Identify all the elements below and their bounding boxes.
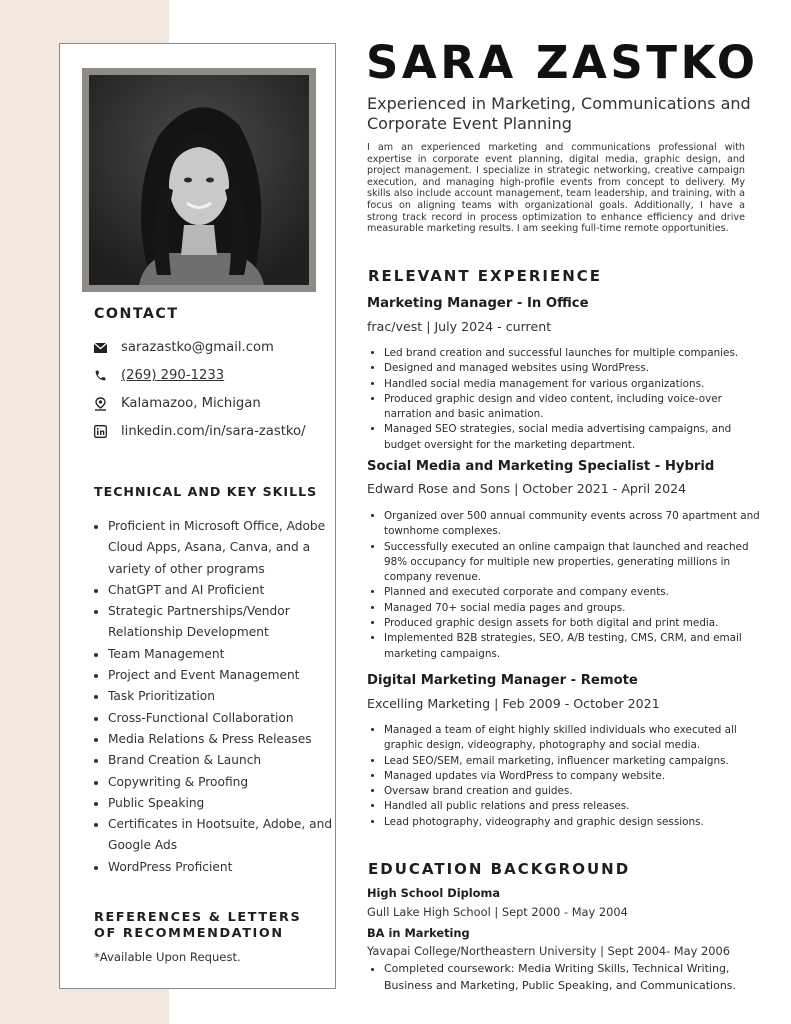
location-pin-icon [93, 397, 107, 411]
list-item: • Handled social media management for various organizations. [384, 377, 766, 392]
references-heading [94, 910, 301, 941]
list-item: • ChatGPT and AI Proficient [108, 580, 333, 601]
list-item: • Implemented B2B strategies, SEO, A/B testing, CMS, CRM, and email marketing campaigns. [384, 631, 766, 662]
list-item: • Designed and managed websites using WordPress. [384, 361, 766, 376]
education-coursework-list [366, 961, 754, 994]
education-school: Yavapai College/Northeastern University | Sept 2004- May 2006 [367, 944, 730, 958]
contact-linkedin[interactable] [93, 424, 306, 439]
list-item: • Project and Event Management [108, 665, 333, 686]
education-heading: EDUCATION BACKGROUND [368, 860, 631, 878]
list-item: • Led brand creation and successful launches for multiple companies. [384, 346, 766, 361]
location-text: Kalamazoo, Michigan [121, 396, 261, 411]
list-item: • Media Relations & Press Releases [108, 729, 333, 750]
skills-heading: TECHNICAL AND KEY SKILLS [94, 484, 318, 499]
list-item: • Successfully executed an online campaign that launched and reached 98% occupancy for multiple new properties, generating millions in company revenue. [384, 540, 766, 586]
list-item: • Oversaw brand creation and guides. [384, 784, 766, 799]
envelope-icon [93, 341, 107, 355]
list-item: • WordPress Proficient [108, 857, 333, 878]
list-item: • Produced graphic design assets for both digital and print media. [384, 616, 766, 631]
job-subtitle: Edward Rose and Sons | October 2021 - April 2024 [367, 481, 687, 496]
contact-email[interactable] [93, 340, 274, 355]
list-item: • Task Prioritization [108, 686, 333, 707]
job-bullets [366, 509, 766, 662]
job-bullets [366, 346, 766, 453]
job-title: Digital Marketing Manager - Remote [367, 673, 638, 688]
experience-heading: RELEVANT EXPERIENCE [368, 267, 603, 285]
education-degree: High School Diploma [367, 886, 501, 900]
list-item: • Brand Creation & Launch [108, 750, 333, 771]
list-item: • Proficient in Microsoft Office, Adobe Cloud Apps, Asana, Canva, and a variety of other programs [108, 516, 333, 580]
list-item: • Managed 70+ social media pages and groups. [384, 601, 766, 616]
job-title: Social Media and Marketing Specialist - Hybrid [367, 459, 715, 474]
references-heading-line1: REFERENCES & LETTERS [94, 910, 302, 925]
sidebar [59, 43, 336, 989]
phone-text[interactable]: (269) 290-1233 [121, 368, 225, 383]
job-subtitle: frac/vest | July 2024 - current [367, 319, 552, 334]
contact-phone[interactable] [93, 368, 224, 383]
list-item: • Organized over 500 annual community events across 70 apartment and townhome complexes. [384, 509, 766, 540]
skills-list [90, 516, 333, 878]
job-title: Marketing Manager - In Office [367, 296, 589, 311]
list-item: • Completed coursework: Media Writing Skills, Technical Writing, Business and Marketing, Public Speaking, and Communications. [384, 961, 754, 994]
list-item: • Copywriting & Proofing [108, 772, 333, 793]
list-item: • Strategic Partnerships/Vendor Relationship Development [108, 601, 333, 644]
list-item: • Planned and executed corporate and company events. [384, 585, 766, 600]
education-degree: BA in Marketing [367, 926, 470, 940]
list-item: • Lead SEO/SEM, email marketing, influencer marketing campaigns. [384, 754, 766, 769]
candidate-name: SARA ZASTKO [366, 36, 759, 89]
list-item: • Team Management [108, 644, 333, 665]
tagline: Experienced in Marketing, Communications and Corporate Event Planning [367, 94, 751, 133]
list-item: • Lead photography, videography and graphic design sessions. [384, 815, 766, 830]
list-item: • Managed a team of eight highly skilled individuals who executed all graphic design, videography, photography and social media. [384, 723, 766, 754]
list-item: • Produced graphic design and video content, including voice-over narration and basic animation. [384, 392, 766, 423]
profile-photo-frame [82, 68, 316, 292]
references-note: *Available Upon Request. [94, 950, 241, 964]
list-item: • Certificates in Hootsuite, Adobe, and Google Ads [108, 814, 333, 857]
contact-location [93, 396, 261, 411]
list-item: • Handled all public relations and press releases. [384, 799, 766, 814]
job-subtitle: Excelling Marketing | Feb 2009 - October 2021 [367, 696, 660, 711]
profile-photo [89, 75, 309, 285]
summary-paragraph: I am an experienced marketing and communications professional with expertise in corporate event planning, digital media, graphic design, and project management. I specialize in strategic networking, creative campaign execution, and managing high-profile events from concept to delivery. My skills also include account management, team leadership, and training, with a focus on aligning teams with organizational goals. Additionally, I have a strong track record in process optimization to enhance efficiency and drive measurable marketing results. I am seeking full-time remote opportunities. [367, 142, 745, 235]
list-item: • Cross-Functional Collaboration [108, 708, 333, 729]
list-item: • Managed SEO strategies, social media advertising campaigns, and budget oversight for the marketing department. [384, 422, 766, 453]
linkedin-text[interactable]: linkedin.com/in/sara-zastko/ [121, 424, 306, 439]
list-item: • Managed updates via WordPress to company website. [384, 769, 766, 784]
references-heading-line2: OF RECOMMENDATION [94, 925, 284, 941]
linkedin-icon [93, 425, 107, 439]
contact-heading: CONTACT [94, 306, 179, 322]
job-bullets [366, 723, 766, 830]
email-text: sarazastko@gmail.com [121, 340, 274, 355]
phone-icon [93, 369, 107, 383]
education-school: Gull Lake High School | Sept 2000 - May 2004 [367, 905, 628, 919]
list-item: • Public Speaking [108, 793, 333, 814]
